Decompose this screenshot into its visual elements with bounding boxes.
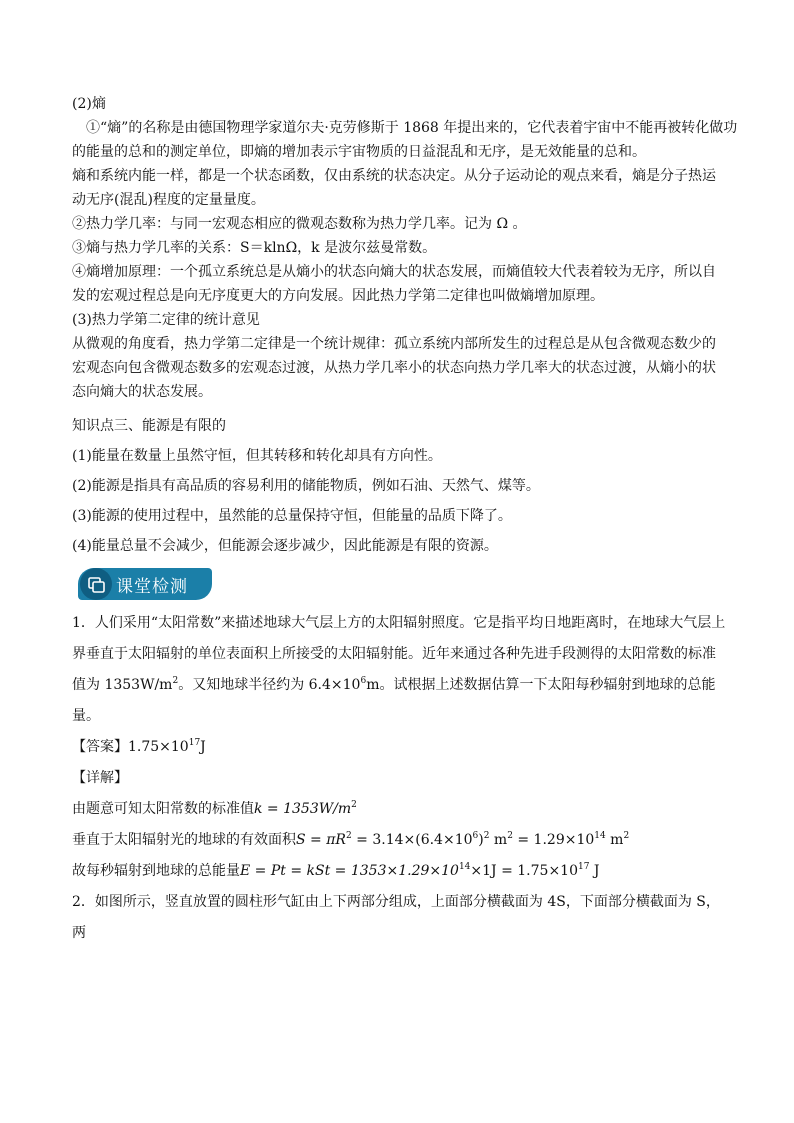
energy-item-4: (4)能量总量不会减少，但能源会逐步减少，因此能源是有限的资源。	[72, 538, 498, 554]
energy-item-3: (3)能源的使用过程中，虽然能的总量保持守恒，但能量的品质下降了。	[72, 508, 512, 524]
entropy-p1-line1: ①“熵”的名称是由德国物理学家道尔夫·克劳修斯于 1868 年提出来的，它代表着宇宙中不能再被转化做功	[86, 120, 738, 136]
badge-label: 课堂检测	[116, 577, 188, 597]
q1-line2: 界垂直于太阳辐射的单位表面积上所接受的太阳辐射能。近年来通过各种先进手段测得的太阳常数的标准	[72, 646, 716, 662]
q1-step-3: 故每秒辐射到地球的总能量E = Pt = kSt = $1353\times 1.29\times 10^{14}\times 1J = 1.75\times 10^{17}$ J	[72, 862, 600, 879]
entropy-p2-line2: 动无序(混乱)程度的定量量度。	[72, 192, 265, 208]
energy-item-1: (1)能量在数量上虽然守恒，但其转移和转化却具有方向性。	[72, 448, 442, 464]
entropy-p2-line1: 熵和系统内能一样，都是一个状态函数，仅由系统的状态决定。从分子运动论的观点来看，熵是分子热运	[72, 168, 716, 184]
q1-line1: 1．人们采用“太阳常数”来描述地球大气层上方的太阳辐射照度。它是指平均日地距离时，在地球大气层上	[72, 615, 726, 631]
entropy-heading: (2)熵	[72, 96, 106, 112]
stat-line2: 宏观态向包含微观态数多的宏观态过渡，从热力学几率小的状态向热力学几率大的状态过渡，从熵小的状	[72, 360, 716, 376]
entropy-increase-line1: ④熵增加原理：一个孤立系统总是从熵小的状态向熵大的状态发展，而熵值较大代表着较为无序，所以自	[72, 264, 716, 280]
answer-label: 【答案】	[72, 739, 128, 755]
q1-step-2: 垂直于太阳辐射光的地球的有效面积$S = \pi R^2 = 3.14\times(6.4\times 10^6)^2$ $m^2 = 1.29\times 10^{14}$ $m^2$	[72, 831, 630, 848]
q1-line3: 值为 $1353W/m^2$。又知地球半径约为 $6.4\times 10^6m$。试根据上述数据估算一下太阳每秒辐射到地球的总能量。	[72, 676, 716, 724]
entropy-p1-line2: 的能量的总和的测定单位，即熵的增加表示宇宙物质的日益混乱和无序，是无效能量的总和。	[72, 144, 646, 160]
q1-detail-label: 【详解】	[72, 770, 128, 786]
q1-step-1: 由题意可知太阳常数的标准值$k = 1353W/m^2$	[72, 800, 357, 817]
entropy-increase-line2: 发的宏观过程总是向无序度更大的方向发展。因此热力学第二定律也叫做熵增加原理。	[72, 288, 604, 304]
stat-line3: 态向熵大的状态发展。	[72, 384, 212, 400]
q1-answer: 【答案】$1.75\times 10^{17}J$	[72, 738, 206, 755]
q2-line1: 2．如图所示，竖直放置的圆柱形气缸由上下两部分组成，上面部分横截面为 4S，下面部分横截面为 S，两	[72, 894, 720, 941]
pages-icon	[80, 568, 112, 600]
energy-item-2: (2)能源是指具有高品质的容易利用的储能物质，例如石油、天然气、煤等。	[72, 478, 540, 494]
entropy-relation: ③熵与热力学几率的关系：S＝klnΩ，k 是波尔兹曼常数。	[72, 240, 437, 256]
stat-line1: 从微观的角度看，热力学第二定律是一个统计规律：孤立系统内部所发生的过程总是从包含微观态数少的	[72, 336, 716, 352]
document-page	[72, 92, 738, 949]
stat-heading: (3)热力学第二定律的统计意见	[72, 312, 260, 328]
section-badge	[78, 566, 218, 602]
energy-heading: 知识点三、能源是有限的	[72, 418, 226, 434]
thermo-probability: ②热力学几率：与同一宏观态相应的微观态数称为热力学几率。记为 Ω 。	[72, 216, 527, 232]
